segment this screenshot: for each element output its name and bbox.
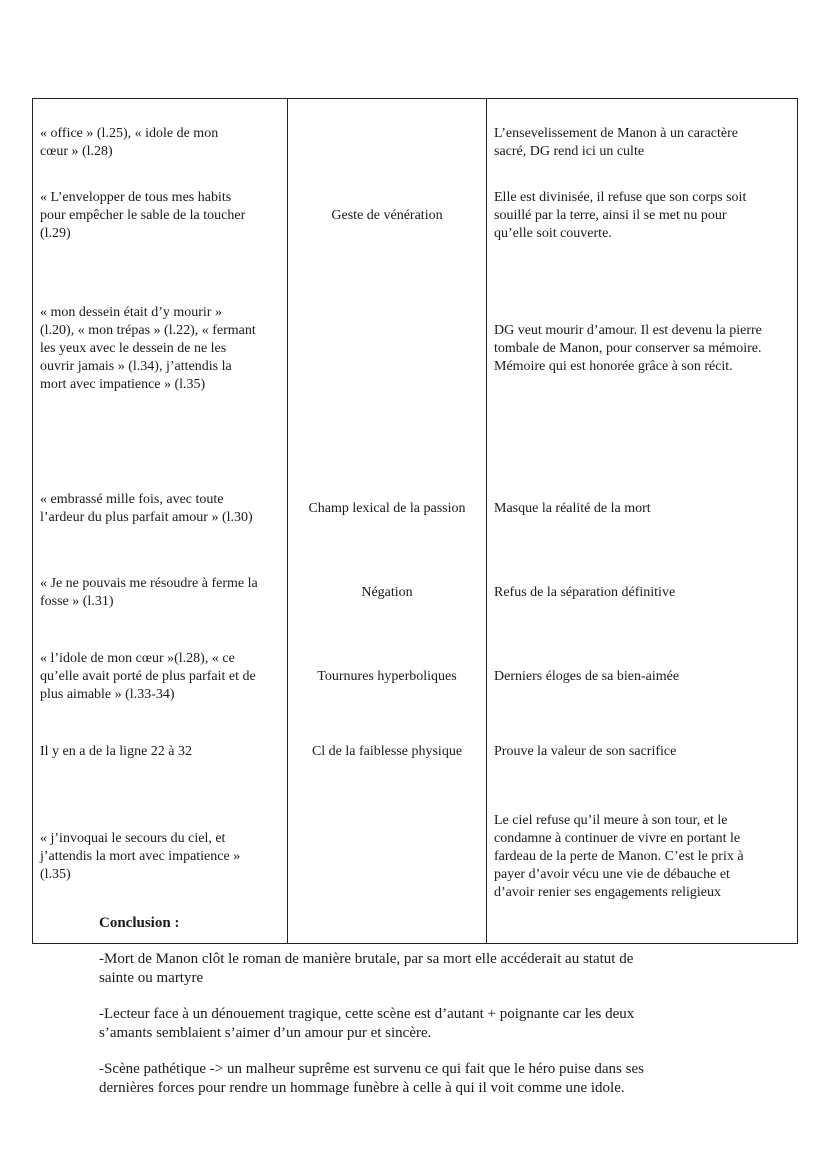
quote-cell [33, 564, 288, 622]
conclusion-paragraph: -Mort de Manon clôt le roman de manière brutale, par sa mort elle accéderait au statut de sainte ou martyre [99, 951, 634, 986]
conclusion-section [99, 914, 739, 1115]
procedure-cell [288, 622, 487, 732]
interpretation-cell [487, 454, 798, 564]
interpretation-text: DG veut mourir d’amour. Il est devenu la pierre tombale de Manon, pour conserver sa mémoire. Mémoire qui est honorée grâce à son récit. [494, 323, 762, 374]
quote-cell [33, 245, 288, 454]
quote-cell [33, 187, 288, 245]
interpretation-text: Derniers éloges de sa bien-aimée [494, 668, 680, 684]
quote-text: « Je ne pouvais me résoudre à ferme la fosse » (l.31) [40, 575, 258, 609]
interpretation-cell [487, 622, 798, 732]
quote-text: « office » (l.25), « idole de mon cœur » (l.28) [40, 125, 219, 159]
procedure-cell [288, 245, 487, 454]
quote-cell [33, 732, 288, 772]
quote-text: Il y en a de la ligne 22 à 32 [40, 743, 193, 759]
interpretation-cell [487, 245, 798, 454]
procedure-text: Négation [361, 584, 413, 600]
quote-cell [33, 622, 288, 732]
procedure-cell [288, 187, 487, 245]
quote-text: « embrassé mille fois, avec toute l’ardeur du plus parfait amour » (l.30) [40, 491, 253, 525]
table-row [33, 245, 798, 454]
interpretation-cell [487, 732, 798, 772]
conclusion-title: Conclusion : [99, 915, 180, 931]
quote-cell [33, 99, 288, 187]
procedure-cell [288, 564, 487, 622]
procedure-text: Cl de la faiblesse physique [311, 743, 463, 759]
interpretation-text: Masque la réalité de la mort [494, 500, 651, 516]
procedure-text: Geste de vénération [331, 207, 443, 223]
interpretation-text: Refus de la séparation définitive [494, 584, 676, 600]
interpretation-cell [487, 187, 798, 245]
quote-cell [33, 454, 288, 564]
table-row [33, 187, 798, 245]
analysis-table [32, 98, 798, 944]
interpretation-text: Prouve la valeur de son sacrifice [494, 743, 677, 759]
table-row [33, 622, 798, 732]
conclusion-paragraph: -Lecteur face à un dénouement tragique, cette scène est d’autant + poignante car les deux s’amants semblaient s’aimer d’un amour pur et sincère. [99, 1006, 635, 1041]
table-row [33, 454, 798, 564]
procedure-text: Champ lexical de la passion [308, 500, 466, 516]
procedure-cell [288, 454, 487, 564]
quote-text: « j’invoquai le secours du ciel, et j’attendis la mort avec impatience » (l.35) [40, 831, 241, 883]
quote-text: « mon dessein était d’y mourir » (l.20), « mon trépas » (l.22), « fermant les yeux avec le dessein de ne les ouvrir jamais » (l.34), j’attendis la mort avec impatience » (l.35) [40, 305, 256, 392]
interpretation-cell [487, 564, 798, 622]
interpretation-cell [487, 99, 798, 187]
procedure-text: Tournures hyperboliques [317, 668, 457, 684]
quote-text: « L’envelopper de tous mes habits pour empêcher le sable de la toucher (l.29) [40, 189, 246, 241]
table-row [33, 99, 798, 187]
table-row [33, 564, 798, 622]
quote-text: « l’idole de mon cœur »(l.28), « ce qu’elle avait porté de plus parfait et de plus aimable » (l.33-34) [40, 650, 256, 702]
procedure-cell [288, 732, 487, 772]
conclusion-paragraph: -Scène pathétique -> un malheur suprême est survenu ce qui fait que le héro puise dans ses dernières forces pour rendre un hommage funèbre à celle à qui il voit comme une idole. [99, 1061, 644, 1096]
procedure-cell [288, 99, 487, 187]
interpretation-text: L’ensevelissement de Manon à un caractère sacré, DG rend ici un culte [494, 125, 738, 159]
interpretation-text: Elle est divinisée, il refuse que son corps soit souillé par la terre, ainsi il se met nu pour qu’elle soit couverte. [494, 189, 747, 241]
interpretation-text: Le ciel refuse qu’il meure à son tour, et le condamne à continuer de vivre en portant le fardeau de la perte de Manon. C’est le prix à payer d’avoir vécu une vie de débauche et d’avoir renier ses engagements religieux [494, 813, 744, 901]
table-row [33, 732, 798, 772]
